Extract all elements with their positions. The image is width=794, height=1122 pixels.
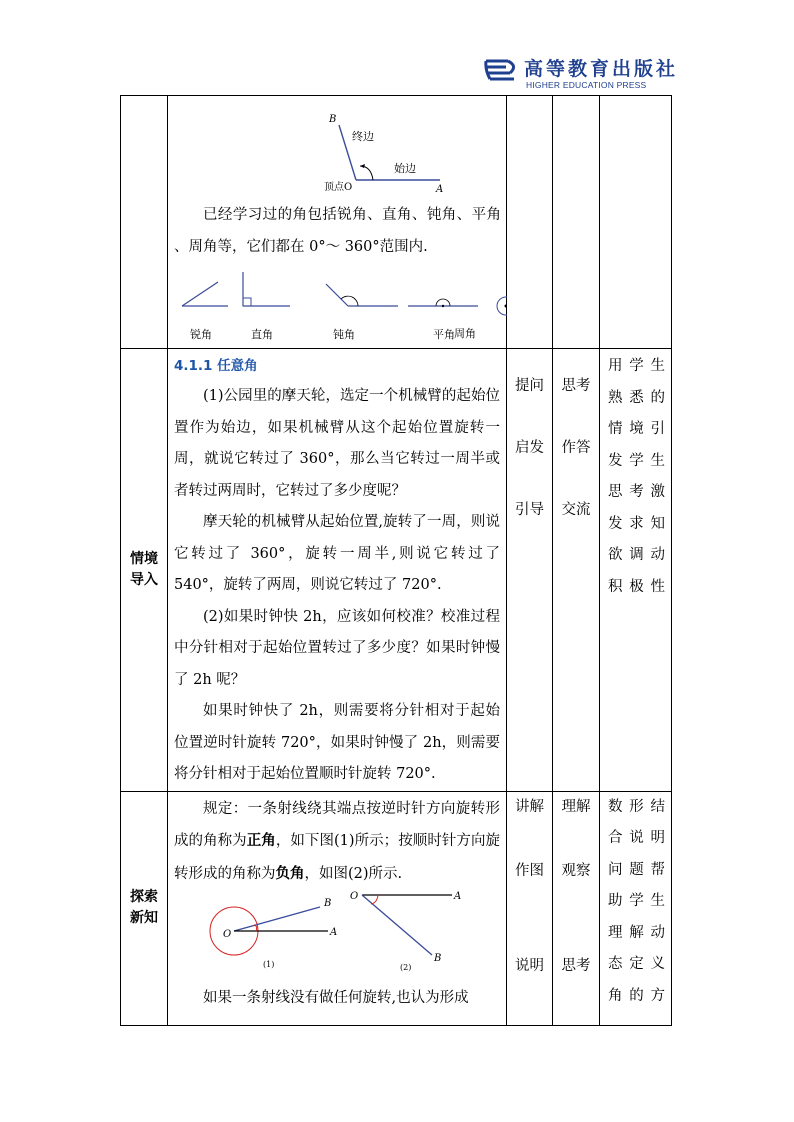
table-row (121, 349, 672, 792)
table-row (121, 96, 672, 349)
teacher-activity-item: 作图 (515, 862, 544, 879)
content-cell (168, 96, 507, 349)
negative-angle-term: 负角 (275, 864, 305, 882)
fig1-point-b: B (324, 897, 332, 909)
student-activity-cell (553, 96, 600, 349)
section-label-cell (121, 349, 168, 792)
definition-text: 规定：一条射线绕其端点按逆时针方向旋转形成的角称为正角，如下图(1)所示；按顺时针方向旋转形成的角称为负角，如图(2)所示. (174, 800, 501, 882)
teacher-activity-cell (507, 349, 553, 792)
teacher-activity-cell (507, 96, 553, 349)
publisher-emblem-icon (484, 56, 520, 88)
student-activity-item: 交流 (561, 502, 591, 518)
zero-angle-text: 如果一条射线没有做任何旋转,也认为形成 (203, 989, 469, 1006)
vertex-label: 顶点O (324, 182, 353, 193)
point-b-label: B (329, 114, 337, 125)
design-purpose-cell (600, 349, 672, 792)
design-purpose-text: 数形结合说明问题帮助学生理解动态定义角的方 (608, 798, 665, 1004)
fig2-caption: (2) (400, 962, 412, 972)
content-cell (168, 791, 507, 1025)
obtuse-angle-label: 钝角 (333, 328, 355, 341)
student-activity-cell (553, 791, 600, 1025)
section-label-cell (121, 96, 168, 349)
initial-side-label: 始边 (394, 162, 416, 175)
student-activity-item: 思考 (561, 378, 591, 394)
straight-angle-label: 平角 (433, 328, 455, 341)
student-activity-item: 理解 (561, 798, 591, 815)
section-label-explore: 探索新知 (130, 889, 158, 926)
publisher-name-en: HIGHER EDUCATION PRESS (526, 80, 647, 90)
student-activity-item: 作答 (561, 440, 591, 456)
teacher-activity-item: 引导 (515, 502, 544, 518)
right-angle-label: 直角 (251, 328, 273, 341)
section-label-cell (121, 791, 168, 1025)
lesson-plan-table (120, 95, 672, 1026)
fig1-caption: (1) (263, 959, 275, 969)
teacher-activity-item: 提问 (515, 378, 544, 394)
point-a-label: A (436, 184, 444, 195)
teacher-activity-cell (507, 791, 553, 1025)
teacher-activity-item: 讲解 (515, 798, 544, 815)
design-purpose-text: 用学生熟悉的情境引发学生思考激发求知欲调动积极性 (608, 358, 665, 595)
prior-knowledge-text: 已经学习过的角包括锐角、直角、钝角、平角 、周角等，它们都在 0°～ 360°范围内. (174, 207, 501, 255)
design-purpose-cell (600, 96, 672, 349)
teacher-activity-item: 说明 (515, 957, 544, 974)
answer-1-text: 摩天轮的机械臂从起始位置,旋转了一周，则说它转过了 360°，旋转一周半,则说它转过了 540°，旋转了两周，则说它转过了 720°. (174, 514, 500, 593)
full-angle-label: 周角 (454, 327, 476, 340)
terminal-side-label: 终边 (352, 130, 374, 143)
positive-angle-term: 正角 (246, 832, 276, 849)
section-heading: 4.1.1 任意角 (174, 358, 258, 374)
design-purpose-cell (600, 791, 672, 1025)
answer-2-text: 如果时钟快了 2h，则需要将分针相对于起始位置逆时针旋转 720°，如果时钟慢了 2h，则需要将分针相对于起始位置顺时针旋转 720°. (174, 703, 500, 782)
content-cell (168, 349, 507, 792)
student-activity-item: 观察 (561, 862, 591, 879)
student-activity-item: 思考 (561, 957, 591, 974)
question-2-text: (2)如果时钟快 2h，应该如何校准？校准过程中分针相对于起始位置转过了多少度？如果时钟慢了 2h 呢？ (174, 608, 500, 688)
angle-definition-figure (168, 104, 507, 204)
positive-negative-angle-figure (168, 890, 507, 980)
student-activity-cell (553, 349, 600, 792)
publisher-logo (484, 52, 679, 94)
fig2-point-a: A (454, 890, 462, 902)
publisher-name-cn: 高等教育出版社 (524, 58, 679, 80)
fig1-point-o: O (223, 928, 232, 940)
section-label-situation: 情境导入 (130, 550, 158, 588)
question-1-text: (1)公园里的摩天轮，选定一个机械臂的起始位置作为始边，如果机械臂从这个起始位置旋转一周，就说它转过了 360°，那么当它转过一周半或者转过两周时，它转过了多少度呢？ (174, 388, 500, 499)
fig1-point-a: A (330, 926, 338, 938)
acute-angle-label: 锐角 (190, 328, 212, 341)
fig2-point-o: O (350, 890, 359, 902)
teacher-activity-item: 启发 (515, 440, 544, 456)
table-row (121, 791, 672, 1025)
fig2-point-b: B (434, 952, 442, 964)
